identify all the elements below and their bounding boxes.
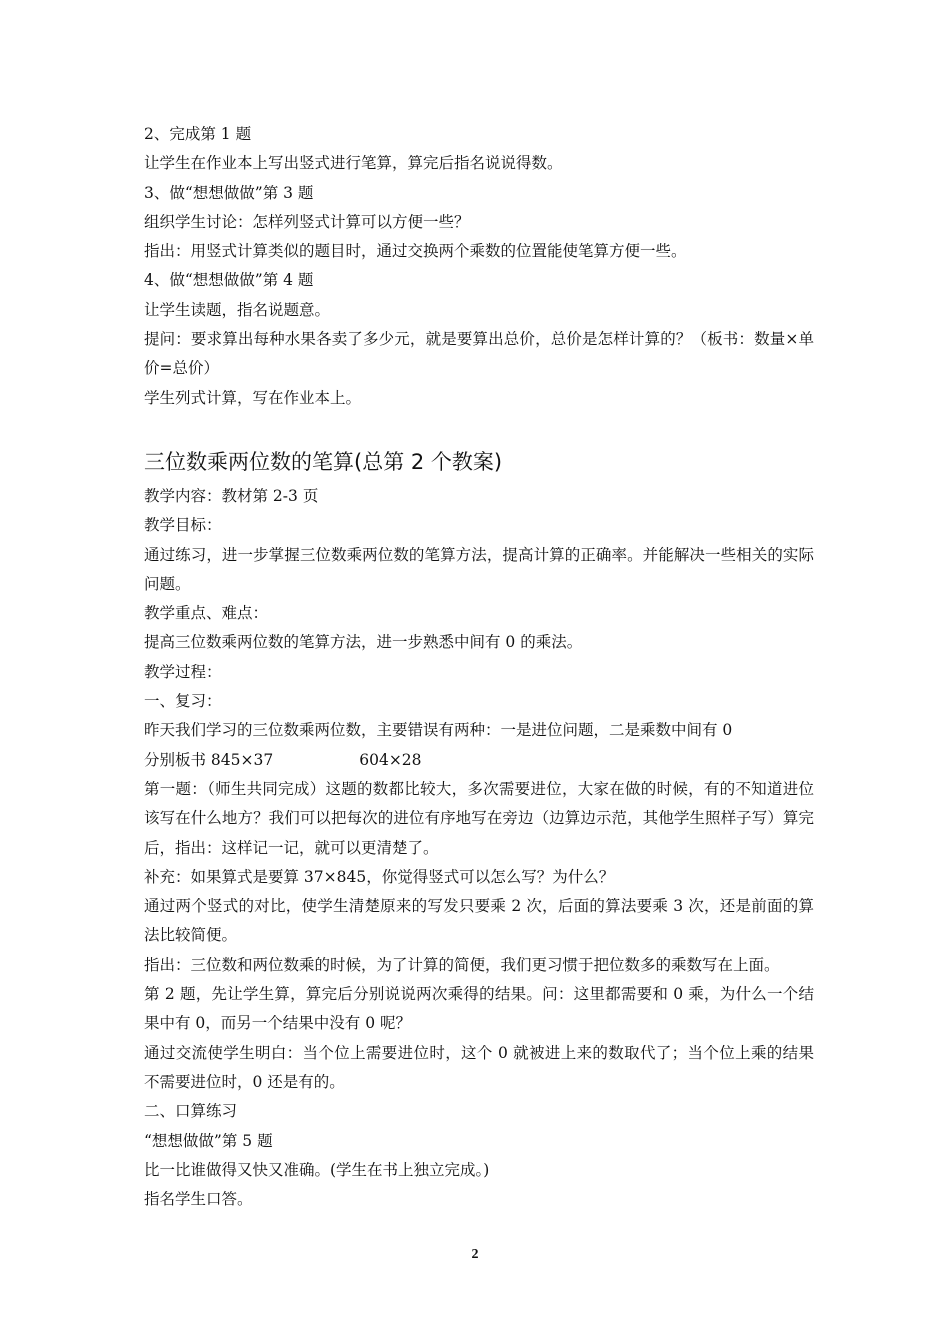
q1-paragraph: 第一题：（师生共同完成）这题的数都比较大，多次需要进位，大家在做的时候，有的不知道进位该写在什么地方？我们可以把每次的进位有序地写在旁边（边算边示范，其他学生照样子写）算完后，指出：这样记一记，就可以更清楚了。 (144, 779, 814, 857)
text-line: 让学生读题，指名说题意。 (144, 300, 331, 319)
oral-task: 比一比谁做得又快又准确。(学生在书上独立完成。) (144, 1160, 490, 1179)
question-paragraph: 提问：要求算出每种水果各卖了多少元，就是要算出总价，总价是怎样计算的？（板书：数量×单价=总价） (144, 330, 814, 378)
text-line: 4、做“想想做做”第 4 题 (144, 271, 314, 290)
key-text: 提高三位数乘两位数的笔算方法，进一步熟悉中间有 0 的乘法。 (144, 633, 583, 652)
text-line: 3、做“想想做做”第 3 题 (144, 183, 314, 202)
review-label: 一、复习： (144, 692, 222, 711)
lesson-title: 三位数乘两位数的笔算(总第 2 个教案) (144, 449, 503, 474)
process-label: 教学过程： (144, 662, 222, 681)
text-line: 学生列式计算，写在作业本上。 (144, 388, 362, 407)
exchange-paragraph: 通过交流使学生明白：当个位上需要进位时，这个 0 就被进上来的数取代了；当个位上乘的结果不需要进位时，0 还是有的。 (144, 1043, 814, 1091)
teaching-content: 教学内容：教材第 2-3 页 (144, 486, 319, 505)
supplement-text: 补充：如果算式是要算 37×845，你觉得竖式可以怎么写？为什么？ (144, 867, 615, 886)
document-page (144, 120, 814, 1214)
board-second: 604×28 (359, 750, 422, 769)
board-line (144, 746, 814, 775)
text-line: 2、完成第 1 题 (144, 125, 252, 143)
goal-text: 通过练习，进一步掌握三位数乘两位数的笔算方法，提高计算的正确率。并能解决一些相关的实际问题。 (144, 545, 814, 593)
oral-answer: 指名学生口答。 (144, 1190, 253, 1209)
goal-label: 教学目标： (144, 516, 222, 535)
point-text: 指出：三位数和两位数乘的时候，为了计算的简便，我们更习惯于把位数多的乘数写在上面。 (144, 955, 780, 974)
text-line: 让学生在作业本上写出竖式进行笔算，算完后指名说说得数。 (144, 154, 563, 173)
q2-paragraph: 第 2 题，先让学生算，算完后分别说说两次乘得的结果。问：这里都需要和 0 乘，为什么一个结果中有 0，而另一个结果中没有 0 呢？ (144, 985, 814, 1033)
compare-paragraph: 通过两个竖式的对比，使学生清楚原来的写发只要乘 2 次，后面的算法要乘 3 次，还是前面的算法比较简便。 (144, 897, 814, 945)
board-first: 分别板书 845×37 (144, 750, 274, 769)
oral-item: “想想做做”第 5 题 (144, 1131, 273, 1150)
oral-label: 二、口算练习 (144, 1102, 238, 1121)
text-line: 指出：用竖式计算类似的题目时，通过交换两个乘数的位置能使笔算方便一些。 (144, 242, 687, 261)
text-line: 组织学生讨论：怎样列竖式计算可以方便一些？ (144, 212, 470, 231)
page-number: 2 (471, 1247, 479, 1262)
key-label: 教学重点、难点： (144, 604, 269, 623)
review-text: 昨天我们学习的三位数乘两位数，主要错误有两种：一是进位问题，二是乘数中间有 0 (144, 721, 733, 740)
